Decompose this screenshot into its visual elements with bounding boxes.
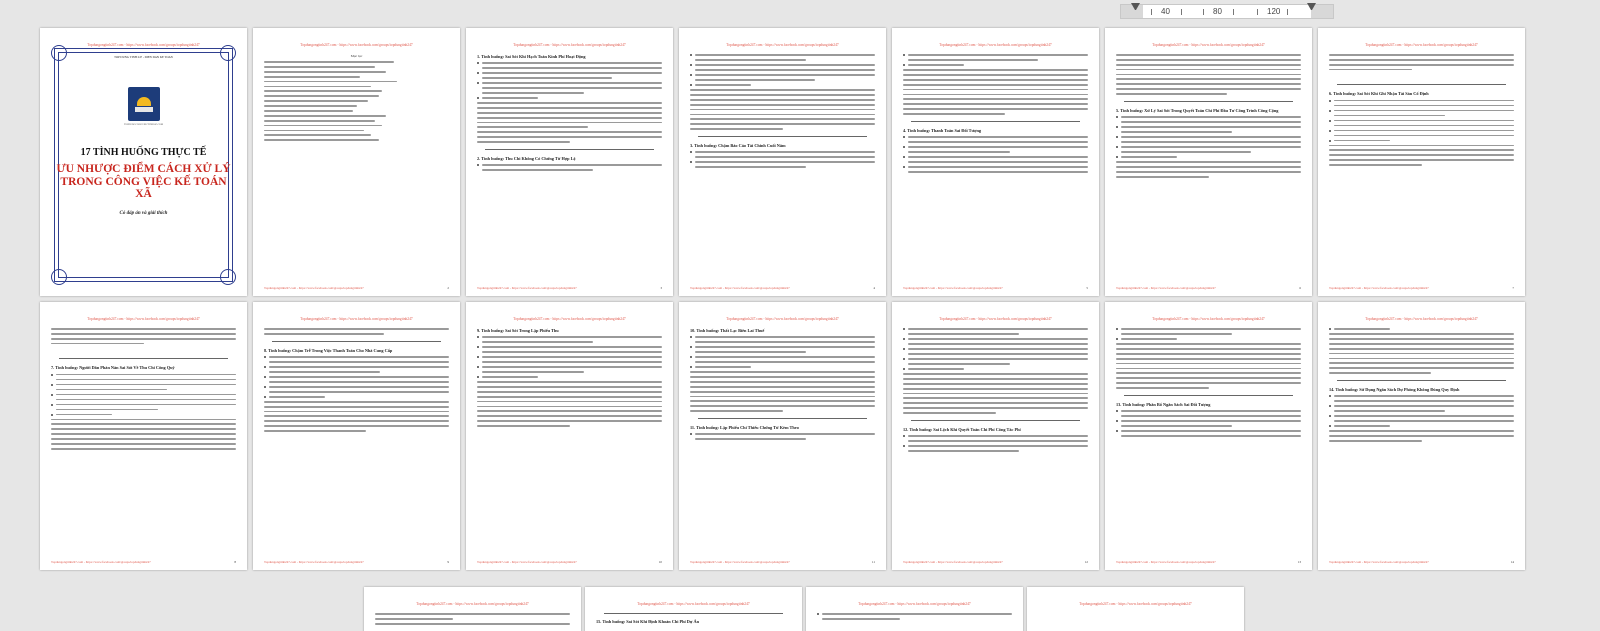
ruler-label-40: 40 xyxy=(1161,7,1170,16)
page-14[interactable]: Topdungongtinh247.com - https://www.facebook.com/groups/topdungtinh247 14. Tình huống: Sử Dụng Ngân Sách Dự Phòng Không Đúng Quy Định Topdungongtinh247.com - https://www.facebook.com/groups/topdungtinh247 14 xyxy=(1318,302,1525,570)
page-cover[interactable] xyxy=(40,28,247,296)
section-heading: 4. Tình huống: Thanh Toán Sai Đối Tượng xyxy=(903,127,982,133)
page-16[interactable]: Topdungongtinh247.com - https://www.facebook.com/groups/topdungtinh247 15. Tình huống: Sai Sót Khi Định Khoản Chi Phí Dự Án xyxy=(585,587,802,631)
page-12[interactable]: Topdungongtinh247.com - https://www.facebook.com/groups/topdungtinh247 12. Tình huống: Sai Lệch Khi Quyết Toán Chi Phí Công Tác Phí Topdungongtinh247.com - https://www.facebook.com/groups/topdungtinh247 12 xyxy=(892,302,1099,570)
page-7[interactable]: Topdungongtinh247.com - https://www.facebook.com/groups/topdungtinh247 6. Tình huống: Sai Sót Khi Ghi Nhận Tài Sản Cố Định Topdungongtinh247.com - https://www.facebook.com/groups/topdungtinh247 7 xyxy=(1318,28,1525,296)
page-4[interactable]: Topdungongtinh247.com - https://www.facebook.com/groups/topdungtinh247 3. Tình huống: Chậm Báo Cáo Tài Chính Cuối Năm Topdungongtinh247.com - https://www.facebook.com/groups/topdungtinh247 4 xyxy=(679,28,886,296)
page-9[interactable]: Topdungongtinh247.com - https://www.facebook.com/groups/topdungtinh247 8. Tình huống: Chậm Trễ Trong Việc Thanh Toán Cho Nhà Cung Cấp Topdungongtinh247.com - https://www.facebook.com/groups/topdungtinh247 9 xyxy=(253,302,460,570)
section-heading: 11. Tình huống: Lập Phiếu Chi Thiếu Chứng Từ Kèm Theo xyxy=(690,425,799,431)
page-3[interactable]: Topdungongtinh247.com - https://www.facebook.com/groups/topdungtinh247 1. Tình huống: Sai Sót Khi Hạch Toán Kinh Phí Hoạt Động 2. Tình huống: Thu Chi Không Có Chứng Từ Hợp Lệ Topdungongtinh247.com - https://www.facebook.com/groups/topdungtinh247 3 xyxy=(466,28,673,296)
section-heading: 14. Tình huống: Sử Dụng Ngân Sách Dự Phòng Không Đúng Quy Định xyxy=(1329,387,1460,393)
cover-title-red: ƯU NHƯỢC ĐIỂM CÁCH XỬ LÝ TRONG CÔNG VIỆC KẾ TOÁN XÃ xyxy=(56,163,231,200)
page-11[interactable]: Topdungongtinh247.com - https://www.facebook.com/groups/topdungtinh247 10. Tình huống: Thất Lạc Biên Lai Thuế 11. Tình huống: Lập Phiếu Chi Thiếu Chứng Từ Kèm Theo Topdungongtinh247.com - https://www.facebook.com/groups/topdungtinh247 11 xyxy=(679,302,886,570)
ruler-indent-marker[interactable] xyxy=(1131,3,1140,12)
ruler-label-80: 80 xyxy=(1213,7,1222,16)
cover-subtitle: Có đáp án và giải thích xyxy=(119,211,168,216)
ruler-right-indent-marker[interactable] xyxy=(1307,3,1316,12)
page-18[interactable]: Topdungongtinh247.com - https://www.facebook.com/groups/topdungtinh247 xyxy=(1027,587,1244,631)
section-heading: 2. Tình huống: Thu Chi Không Có Chứng Từ Hợp Lệ xyxy=(477,155,576,161)
page-17[interactable]: Topdungongtinh247.com - https://www.facebook.com/groups/topdungtinh247 xyxy=(806,587,1023,631)
section-heading: 9. Tình huống: Sai Sót Trong Lập Phiếu Thu xyxy=(477,328,559,333)
section-heading: 10. Tình huống: Thất Lạc Biên Lai Thuế xyxy=(690,328,765,333)
page-13[interactable]: Topdungongtinh247.com - https://www.facebook.com/groups/topdungtinh247 13. Tình huống: Phân Bổ Ngân Sách Sai Đối Tượng Topdungongtinh247.com - https://www.facebook.com/groups/topdungtinh247 13 xyxy=(1105,302,1312,570)
section-heading: 1. Tình huống: Sai Sót Khi Hạch Toán Kinh Phí Hoạt Động xyxy=(477,54,586,59)
section-heading: 6. Tình huống: Sai Sót Khi Ghi Nhận Tài Sản Cố Định xyxy=(1329,91,1429,97)
page-15[interactable]: Topdungongtinh247.com - https://www.facebook.com/groups/topdungtinh247 xyxy=(364,587,581,631)
page-10[interactable]: Topdungongtinh247.com - https://www.facebook.com/groups/topdungtinh247 9. Tình huống: Sai Sót Trong Lập Phiếu Thu Topdungongtinh247.com - https://www.facebook.com/groups/topdungtinh247 10 xyxy=(466,302,673,570)
logo-icon xyxy=(128,87,160,121)
ruler-label-120: 120 xyxy=(1267,7,1281,16)
cover-top-text: TOP DUNG TINH 247 - DIEN DAN KE TOAN xyxy=(114,55,173,59)
logo-caption: TOPDUNGCONGVIECTINH247.COM xyxy=(123,123,164,126)
section-heading: 15. Tình huống: Sai Sót Khi Định Khoản Chi Phí Dự Án xyxy=(596,619,700,624)
section-heading: 12. Tình huống: Sai Lệch Khi Quyết Toán Chi Phí Công Tác Phí xyxy=(903,426,1021,432)
section-heading: 3. Tình huống: Chậm Báo Cáo Tài Chính Cuối Năm xyxy=(690,142,786,148)
cover-title: 17 TÌNH HUỐNG THỰC TẾ xyxy=(80,147,207,158)
section-heading: 8. Tình huống: Chậm Trễ Trong Việc Thanh Toán Cho Nhà Cung Cấp xyxy=(264,347,393,353)
section-heading: 13. Tình huống: Phân Bổ Ngân Sách Sai Đối Tượng xyxy=(1116,401,1211,407)
page-8[interactable]: Topdungongtinh247.com - https://www.facebook.com/groups/topdungtinh247 7. Tình huống: Người Dân Phàn Nàn Sai Sót Về Thu Chi Công Quỹ Topdungongtinh247.com - https://www.facebook.com/groups/topdungtinh247 8 xyxy=(40,302,247,570)
page-6[interactable]: Topdungongtinh247.com - https://www.facebook.com/groups/topdungtinh247 5. Tình huống: Xử Lý Sai Sót Trong Quyết Toán Chi Phí Đầu Tư Công Trình Công Cộng Topdungongtinh247.com - https://www.facebook.com/groups/topdungtinh247 6 xyxy=(1105,28,1312,296)
toc-title: Mục lục xyxy=(350,54,363,58)
section-heading: 5. Tình huống: Xử Lý Sai Sót Trong Quyết Toán Chi Phí Đầu Tư Công Trình Công Cộng xyxy=(1116,107,1279,113)
page-5[interactable]: Topdungongtinh247.com - https://www.facebook.com/groups/topdungtinh247 4. Tình huống: Thanh Toán Sai Đối Tượng Topdungongtinh247.com - https://www.facebook.com/groups/topdungtinh247 5 xyxy=(892,28,1099,296)
page-header: Topdungongtinh247.com - https://www.facebook.com/groups/topdungtinh247 xyxy=(300,43,413,47)
horizontal-ruler[interactable] xyxy=(1120,4,1334,19)
page-header: Topdungongtinh247.com - https://www.facebook.com/groups/topdungtinh247 xyxy=(87,43,200,47)
cover-frame xyxy=(54,48,233,282)
page-2[interactable]: Topdungongtinh247.com - https://www.facebook.com/groups/topdungtinh247 Mục lục Topdungongtinh247.com - https://www.facebook.com/groups/topdungtinh247 2 xyxy=(253,28,460,296)
section-heading: 7. Tình huống: Người Dân Phàn Nàn Sai Sót Về Thu Chi Công Quỹ xyxy=(51,365,175,371)
